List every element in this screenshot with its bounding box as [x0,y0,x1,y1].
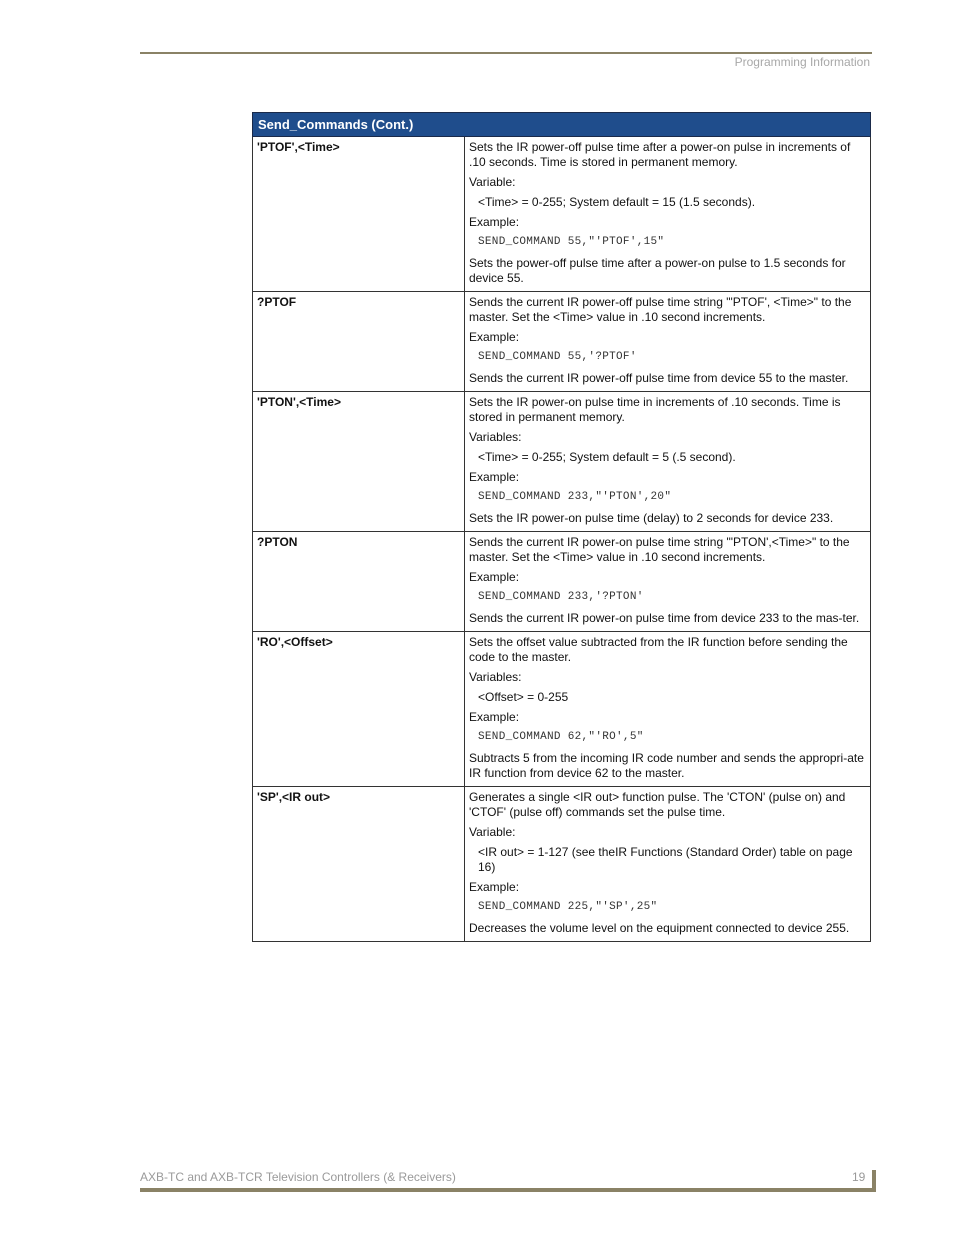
page-number: 19 [852,1170,866,1184]
description-text: Subtracts 5 from the incoming IR code number and sends the appropri-ate IR function from device 62 to the master. [469,751,864,780]
description-text: Sends the current IR power-on pulse time string "'PTON',<Time>" to the master. Set the <Time> value in .10 second increments. [469,535,850,564]
description-text: Example: [469,710,520,724]
description-text: Variables: [469,430,522,444]
table-row [253,292,871,392]
description-text: Generates a single <IR out> function pulse. The 'CTON' (pulse on) and 'CTOF' (pulse off) commands set the pulse time. [469,790,846,819]
table-row [253,632,871,787]
code-example: SEND_COMMAND 233,"'PTON',20" [478,491,672,503]
variable-definition: <Time> = 0-255; System default = 5 (.5 second). [478,450,736,464]
description-text: Sets the IR power-on pulse time (delay) to 2 seconds for device 233. [469,511,834,525]
footer-doc-title: AXB-TC and AXB-TCR Television Controllers (& Receivers) [140,1170,456,1184]
description-text: Example: [469,570,520,584]
code-example: SEND_COMMAND 225,"'SP',25" [478,901,658,913]
code-example: SEND_COMMAND 62,"'RO',5" [478,731,644,743]
footer-rule [140,1188,876,1192]
description-text: Sets the IR power-on pulse time in increments of .10 seconds. Time is stored in permanent memory. [469,395,841,424]
table-row [253,532,871,632]
variable-definition: <Offset> = 0-255 [478,690,569,704]
command-description [465,632,871,787]
description-text: Sets the power-off pulse time after a power-on pulse to 1.5 seconds for device 55. [469,256,846,285]
description-text: Variable: [469,175,516,189]
command-description [465,392,871,532]
description-text: Sends the current IR power-on pulse time from device 233 to the mas-ter. [469,611,860,625]
variable-definition: <Time> = 0-255; System default = 15 (1.5 seconds). [478,195,756,209]
command-name: 'RO',<Offset> [253,632,465,787]
command-name: ?PTON [253,532,465,632]
table-row [253,787,871,942]
header-rule [140,52,872,54]
footer-rule-post [872,1170,876,1192]
variable-definition: <IR out> = 1-127 (see theIR Functions (Standard Order) table on page 16) [478,845,853,874]
command-name: ?PTOF [253,292,465,392]
description-text: Example: [469,330,520,344]
send-commands-table [252,112,871,942]
table-title: Send_Commands (Cont.) [253,113,871,137]
description-text: Sends the current IR power-off pulse time string "'PTOF', <Time>" to the master. Set the <Time> value in .10 second increments. [469,295,852,324]
command-description [465,532,871,632]
description-text: Variables: [469,670,522,684]
description-text: Example: [469,470,520,484]
command-description [465,137,871,292]
section-title: Programming Information [734,55,870,69]
description-text: Variable: [469,825,516,839]
description-text: Sets the IR power-off pulse time after a power-on pulse in increments of .10 seconds. Time is stored in permanent memory. [469,140,851,169]
description-text: Sets the offset value subtracted from the IR function before sending the code to the master. [469,635,848,664]
description-text: Example: [469,880,520,894]
description-text: Example: [469,215,520,229]
description-text: Decreases the volume level on the equipment connected to device 255. [469,921,850,935]
command-name: 'PTOF',<Time> [253,137,465,292]
command-description [465,787,871,942]
table-row [253,392,871,532]
table-row [253,137,871,292]
command-description [465,292,871,392]
command-name: 'SP',<IR out> [253,787,465,942]
code-example: SEND_COMMAND 55,"'PTOF',15" [478,236,665,248]
command-name: 'PTON',<Time> [253,392,465,532]
description-text: Sends the current IR power-off pulse time from device 55 to the master. [469,371,849,385]
table-body [253,137,871,942]
code-example: SEND_COMMAND 55,'?PTOF' [478,351,637,363]
code-example: SEND_COMMAND 233,'?PTON' [478,591,644,603]
table-header-row [253,113,871,137]
